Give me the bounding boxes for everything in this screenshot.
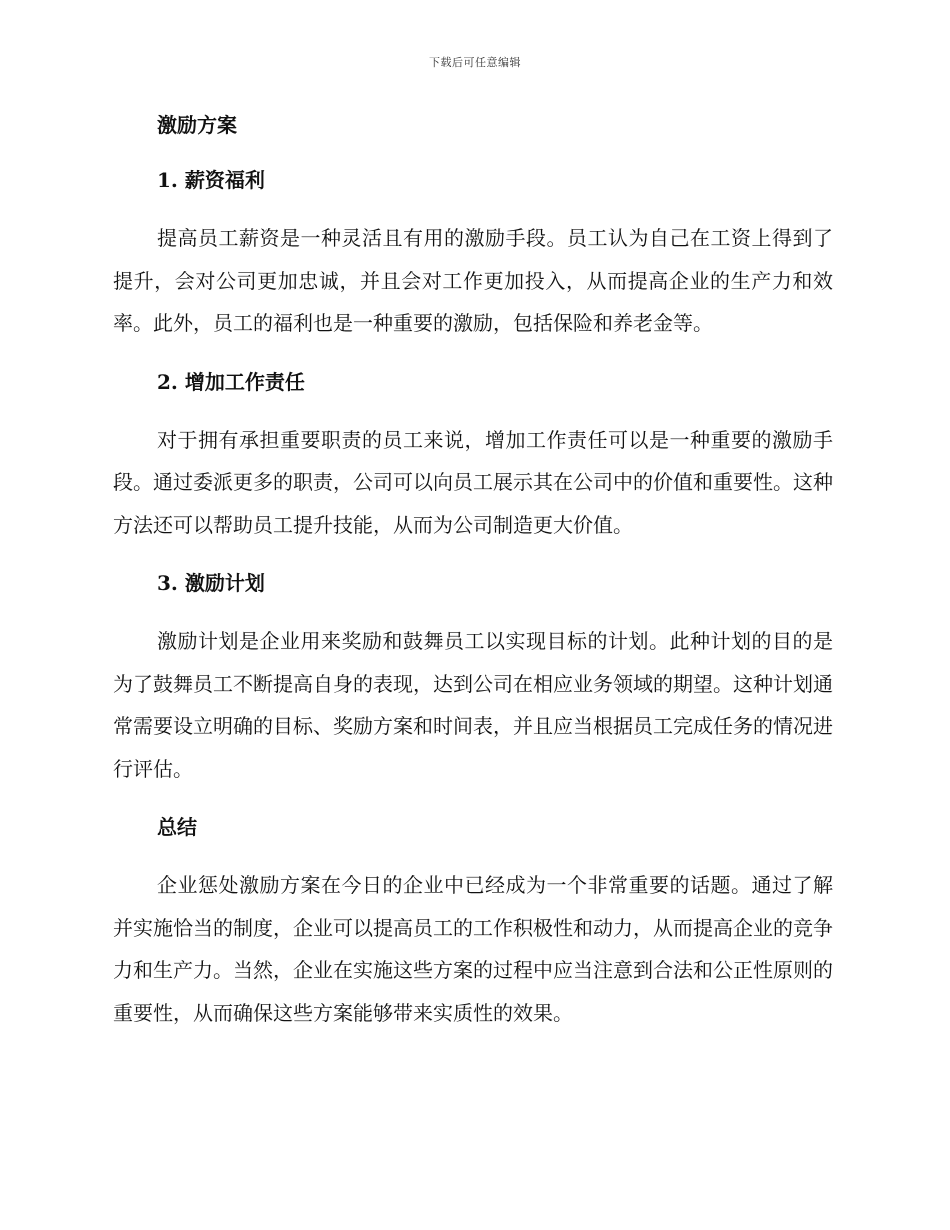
summary-heading: 总结 bbox=[157, 815, 197, 839]
section-body-work-responsibility: 对于拥有承担重要职责的员工来说，增加工作责任可以是一种重要的激励手段。通过委派更多的职责，公司可以向员工展示其在公司中的价值和重要性。这种方法还可以帮助员工提升技能，从而为公司制造更大价值。 bbox=[113, 427, 833, 537]
section-heading-work-responsibility: 2. 增加工作责任 bbox=[157, 369, 305, 394]
section-heading-incentive-plan: 3. 激励计划 bbox=[157, 571, 265, 595]
document-title: 激励方案 bbox=[157, 113, 237, 137]
section-body-salary-benefits: 提高员工薪资是一种灵活且有用的激励手段。员工认为自己在工资上得到了提升，会对公司更加忠诚，并且会对工作更加投入，从而提高企业的生产力和效率。此外，员工的福利也是一种重要的激励，包括保险和养老金等。 bbox=[113, 226, 833, 335]
section-heading-salary-benefits: 1. 薪资福利 bbox=[157, 168, 265, 192]
page-header: 下载后可任意编辑 bbox=[429, 56, 521, 69]
document-body bbox=[113, 110, 833, 1034]
section-body-incentive-plan: 激励计划是企业用来奖励和鼓舞员工以实现目标的计划。此种计划的目的是为了鼓舞员工不断提高自身的表现，达到公司在相应业务领域的期望。这种计划通常需要设立明确的目标、奖励方案和时间表，并且应当根据员工完成任务的情况进行评估。 bbox=[113, 629, 833, 781]
summary-body: 企业惩处激励方案在今日的企业中已经成为一个非常重要的话题。通过了解并实施恰当的制度，企业可以提高员工的工作积极性和动力，从而提高企业的竞争力和生产力。当然，企业在实施这些方案的过程中应当注意到合法和公正性原则的重要性，从而确保这些方案能够带来实质性的效果。 bbox=[113, 873, 833, 1025]
